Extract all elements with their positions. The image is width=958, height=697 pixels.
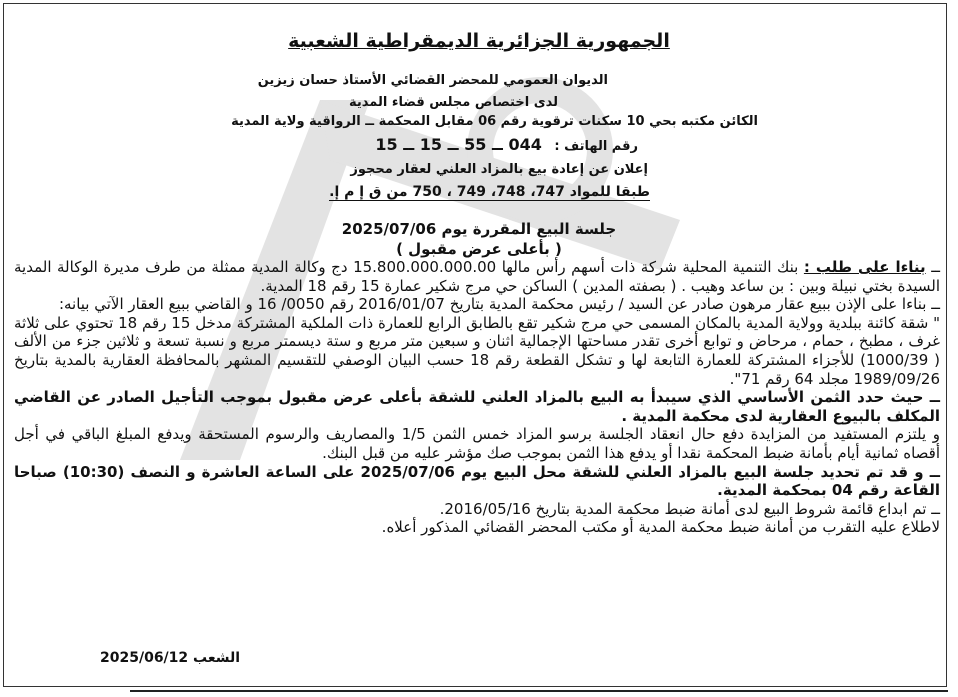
authorization-text: بناءا على الإذن ببيع عقار مرهون صادر عن السيد / رئيس محكمة المدية بتاريخ 2016/01/07 رقم 0050/ 16 و القاضي ببيع العقار الآتي بيانه:: [58, 295, 927, 314]
request-text: بنك التنمية المحلية شركة ذات أسهم رأس مالها 15.800.000.000.00 دج وكالة المدية ممثلة من طرف مديرة الوكالة المدية السيدة بختي نبيلة وبين : بن ساعد وهيب . ( بصفته المدين ) الساكن حي مرج شكير عمارة 15 رقم 18 المدية.: [14, 258, 940, 295]
paragraph-session-schedule: ــ و قد تم تحديد جلسة البيع بالمزاد العلني للشقة محل البيع يوم 2025/07/06 على الساعة العاشرة و النصف (10:30) صباحا القاعة رقم 04 بمحكمة المدية.: [14, 462, 940, 500]
republic-title: الجمهورية الجزائرية الديمقراطية الشعبية: [288, 30, 670, 52]
office-address: الكائن مكتبه بحي 10 سكنات ترقوية رقم 06 مقابل المحكمة ــ الرواقية ولاية المدية: [231, 114, 758, 129]
sale-session-date: جلسة البيع المقررة يوم 2025/07/06: [341, 220, 617, 238]
consultation-text: لاطلاع عليه التقرب من أمانة ضبط محكمة المدية أو مكتب المحضر القضائي المذكور أعلاه.: [381, 518, 940, 537]
paragraph-payment-terms: [14, 425, 940, 462]
notice-body: [14, 258, 940, 537]
bailiff-office: الديوان العمومي للمحضر القضائي الأستاذ حسان زيزين: [257, 73, 608, 88]
paragraph-property-description: [14, 314, 940, 388]
highest-offer-note: ( بأعلى عرض مقبول ): [396, 240, 562, 258]
request-lead: بناءا على طلب :: [803, 258, 926, 276]
notice-title: إعلان عن إعادة بيع بالمزاد العلني لعقار محجوز: [350, 162, 648, 177]
property-description: " شقة كائنة ببلدية وولاية المدية بالمكان المسمى حي مرج شكير تقع بالطابق الرابع للعمارة ذات الملكية المشتركة مدخل 15 رقم 18 تحتوي على ثلاثة غرف ، مطبخ ، حمام ، مرحاض و توابع أخرى تقدر مساحتها الإجمالية اثنان و سبعين متر مربع و ستة ديسمتر مربع و نسبة تسعة و ثلاثين جزء من الألف ( 1000/39) للأجزاء المشتركة للعمارة التابعة لها و تشكل القطعة رقم 18 حسب البيان الوصفي للتقسيم المشهر بالمحافظة العقارية بالمدية بتاريخ 1989/09/26 مجلد 64 رقم 71".: [14, 313, 941, 388]
conditions-deposit-text: تم ابداع قائمة شروط البيع لدى أمانة ضبط محكمة المدية بتاريخ 2016/05/16.: [439, 499, 927, 518]
base-price-text: حيث حدد الثمن الأساسي الذي سيبدأ به البيع بالمزاد العلني للشقة بأعلى عرض مقبول بموجب التأجيل الصادر عن القاضي المكلف بالبيوع العقارية لدى محكمة المدية .: [14, 388, 940, 425]
paragraph-consultation: [14, 518, 940, 537]
bottom-divider: [130, 690, 948, 692]
session-schedule-text: و قد تم تحديد جلسة البيع بالمزاد العلني للشقة محل البيع يوم 2025/07/06 على الساعة العاشرة و النصف (10:30) صباحا القاعة رقم 04 بمحكمة المدية.: [14, 462, 940, 500]
law-reference: طبقا للمواد 747، 748، 749 ، 750 من ق إ م إ.: [329, 184, 650, 200]
phone-row: [375, 135, 638, 154]
phone-number: 044 ــ 55 ــ 15 ــ 15: [375, 135, 542, 154]
phone-label: رقم الهاتف :: [554, 139, 638, 154]
publication-name: الشعب: [193, 650, 241, 666]
paragraph-conditions-deposit: ــ تم ابداع قائمة شروط البيع لدى أمانة ضبط محكمة المدية بتاريخ 2016/05/16.: [439, 499, 940, 518]
publication-footer: [100, 650, 240, 666]
paragraph-base-price: ــ حيث حدد الثمن الأساسي الذي سيبدأ به البيع بالمزاد العلني للشقة بأعلى عرض مقبول بموجب التأجيل الصادر عن القاضي المكلف بالبيوع العقارية لدى محكمة المدية .: [14, 388, 940, 425]
court-jurisdiction: لدى اختصاص مجلس قضاء المدية: [349, 95, 558, 110]
paragraph-request: ــ بناءا على طلب : بنك التنمية المحلية شركة ذات أسهم رأس مالها 15.800.000.000.00 دج وكالة المدية ممثلة من طرف مديرة الوكالة المدية السيدة بختي نبيلة وبين : بن ساعد وهيب . ( بصفته المدين ) الساكن حي مرج شكير عمارة 15 رقم 18 المدية.: [14, 258, 941, 295]
publication-date: 2025/06/12: [100, 650, 189, 666]
paragraph-authorization: ــ بناءا على الإذن ببيع عقار مرهون صادر عن السيد / رئيس محكمة المدية بتاريخ 2016/01/07 رقم 0050/ 16 و القاضي ببيع العقار الآتي بيانه:: [58, 295, 940, 314]
payment-terms-text: و يلتزم المستفيد من المزايدة دفع حال انعقاد الجلسة برسو المزاد خمس الثمن 1/5 والمصاريف والرسوم المستحقة ويدفع المبلغ الباقي في أجل أقصاه ثمانية أيام بأمانة ضبط المحكمة نقدا أو يدفع هذا الثمن بموجب صك مؤشر عليه من قبل البنك.: [14, 425, 940, 462]
